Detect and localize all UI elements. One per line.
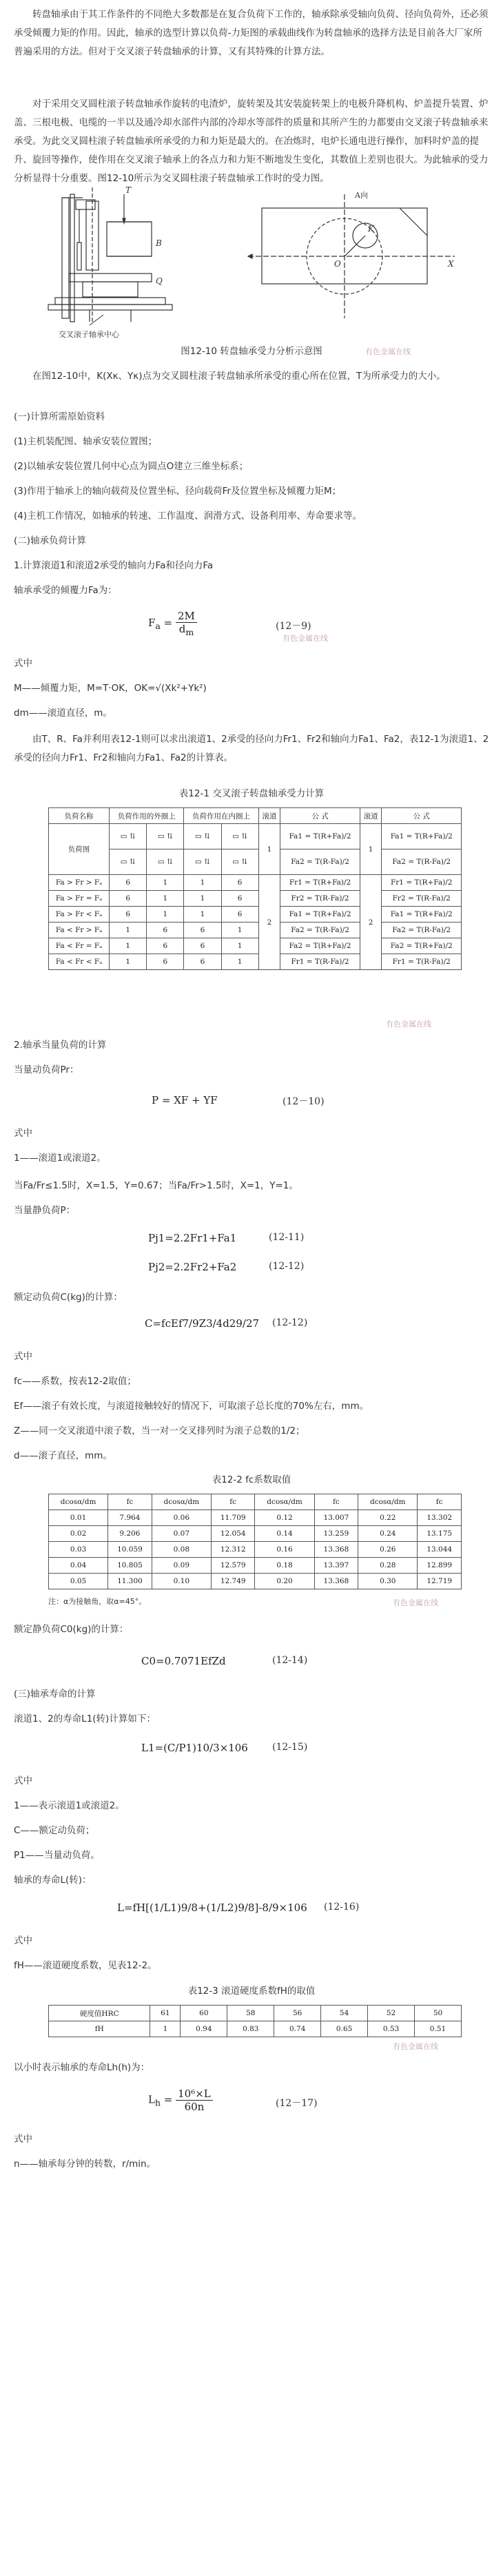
letter-o: O — [334, 259, 341, 269]
table-row — [49, 1558, 462, 1574]
rated-dynamic-label: 额定动负荷C(kg)的计算： — [14, 1292, 123, 1303]
t2-r1-c6: 0.24 — [358, 1526, 418, 1542]
d-definition: d——滚子直径，mm。 — [14, 1450, 112, 1461]
letter-q: Q — [156, 276, 163, 286]
t2-r1-c4: 0.14 — [255, 1526, 314, 1542]
t3-v-5: 0.53 — [368, 2021, 415, 2037]
calc-1-title: 1.计算滚道1和滚道2承受的轴向力Fa和径向力Fa — [14, 560, 214, 571]
t2-r0-c4: 0.12 — [255, 1510, 314, 1526]
t1-r5-c3: 6 — [184, 954, 221, 970]
t2-r3-c2: 0.09 — [152, 1558, 211, 1574]
letter-a-direction: A向 — [355, 191, 368, 200]
t1-r0-c1: 6 — [110, 875, 147, 891]
bearing-center-label: 交叉滚子轴承中心 — [59, 330, 119, 339]
furnace-drawing — [48, 187, 172, 322]
table-12-1 — [48, 807, 462, 970]
list-item-4: (4)主机工作情况，如轴承的转速、工作温度、润滑方式、设备利用率、寿命要求等。 — [14, 511, 362, 522]
t3-first-col: fH — [49, 2021, 150, 2037]
shizhong-2: 式中 — [14, 1128, 32, 1139]
t2-h-2: dcosα/dm — [152, 1494, 211, 1510]
t2-r3-c7: 12.899 — [418, 1558, 462, 1574]
t1-fr-3: Fr2 = T(R-Fa)/2 — [382, 891, 462, 907]
t3-v-6: 0.51 — [415, 2021, 462, 2037]
eq-12-14-number: (12-14) — [272, 1655, 308, 1666]
list-item-3: (3)作用于轴承上的轴向载荷及位置坐标、径向载荷Fr及位置坐标及倾覆力矩M； — [14, 486, 342, 497]
t1-h-2: 负荷作用在内圈上 — [184, 808, 258, 824]
table-row — [49, 875, 462, 891]
t1-r3-label: Fa < Fr > Fₐ — [49, 923, 110, 938]
t1-r5-c1: 1 — [110, 954, 147, 970]
t2-h-6: dcosα/dm — [358, 1494, 418, 1510]
t2-r4-c6: 0.30 — [358, 1574, 418, 1589]
fh-definition: fH——滚道硬度系数，见表12-2。 — [14, 1960, 157, 1971]
t1-r1-c1: 6 — [110, 891, 147, 907]
list-item-1: (1)主机装配图、轴承安装位置图； — [14, 436, 158, 447]
t2-h-5: fc — [314, 1494, 358, 1510]
table-1-title: 表12-1 交叉滚子转盘轴承受力计算 — [178, 788, 325, 799]
eq-12-15-number: (12-15) — [272, 1742, 308, 1753]
t3-h-0: 硬度值HRC — [49, 2006, 150, 2021]
t2-r1-c5: 13.259 — [314, 1526, 358, 1542]
table-row — [49, 1510, 462, 1526]
eq-12-17-number: (12－17) — [276, 2098, 318, 2109]
t2-r3-c1: 10.805 — [108, 1558, 152, 1574]
equation-12-17: $L_h$ = $\frac{\text{10⁶×L}}{60n}$ — [148, 2088, 213, 2113]
loading-paragraph: 对于采用交叉圆柱滚子转盘轴承作旋转的电渣炉，旋转架及其安装旋转架上的电极升降机构、炉盖提升装置、炉盖、三根电极、电缆的一半以及通冷却水部件内部的冷却水等部件的质量和其所产生的力都要由交叉滚子转盘轴承来承受。为此交叉圆柱滚子转盘轴承所承受的力和力矩是最大的。在冶炼时，电炉长通电进行操作，加料时炉盖的提升、旋回等操作，使作用在交叉滚子轴承上的各点力和力矩不断地发生变化，其数值上差别也很大。为此轴承的受力分析显得十分重要。图12-10所示为交叉圆柱滚子转盘轴承工作时的受力图。 — [14, 99, 489, 184]
t2-r3-c5: 13.397 — [314, 1558, 358, 1574]
t2-r0-c2: 0.06 — [152, 1510, 211, 1526]
t1-fl-2: Fr1 = T(R+Fa)/2 — [280, 875, 360, 891]
t2-r4-c7: 12.719 — [418, 1574, 462, 1589]
watermark-eq: 有色金属在线 — [283, 634, 328, 643]
c-definition: C——额定动负荷； — [14, 1825, 95, 1836]
eq-12-17-den: 60n — [184, 2101, 205, 2113]
t3-v-3: 0.74 — [274, 2021, 321, 2037]
t2-r4-c3: 12.749 — [211, 1574, 255, 1589]
t3-h-3: 58 — [227, 2006, 274, 2021]
t3-v-0: 1 — [150, 2021, 181, 2037]
n-definition: n——轴承每分钟的转数，r/min。 — [14, 2158, 156, 2170]
shizhong-6: 式中 — [14, 2134, 32, 2145]
t1-r5-c2: 6 — [147, 954, 184, 970]
t2-h-7: fc — [418, 1494, 462, 1510]
label-leader — [90, 315, 103, 325]
t1-group-4: 2 — [360, 875, 382, 970]
t2-r0-c3: 11.709 — [211, 1510, 255, 1526]
table-row — [49, 954, 462, 970]
shizhong-1: 式中 — [14, 658, 32, 669]
shizhong-5: 式中 — [14, 1935, 32, 1946]
t1-fr-6: Fa2 = T(R+Fa)/2 — [382, 938, 462, 954]
t1-h-1: 负荷作用的外圈上 — [110, 808, 184, 824]
t1-h-5: 滚道 — [360, 808, 382, 824]
t1-row-label: 负荷图 — [49, 824, 110, 875]
t1-fr-1: Fa2 = T(R-Fa)/2 — [382, 849, 462, 875]
t1-fl-3: Fr2 = T(R-Fa)/2 — [280, 891, 360, 907]
t1-r3-c2: 6 — [147, 923, 184, 938]
t1-r4-c2: 6 — [147, 938, 184, 954]
m-definition: M——倾覆力矩，M=T·OK，OK=√(Xk²+Yk²) — [14, 683, 207, 694]
figure-caption: 图12-10 转盘轴承受力分析示意图 — [181, 346, 322, 357]
t3-h-2: 60 — [181, 2006, 227, 2021]
t1-fr-0: Fa1 = T(R+Fa)/2 — [382, 824, 462, 849]
t1-r0-c2: 1 — [147, 875, 184, 891]
p-definition: P1——当量动负荷。 — [14, 1850, 100, 1861]
t1-r0-c3: 1 — [184, 875, 221, 891]
t1-r1-c2: 1 — [147, 891, 184, 907]
t1-r3-c4: 1 — [221, 923, 258, 938]
t2-r4-c2: 0.10 — [152, 1574, 211, 1589]
t1-group-1: 1 — [258, 824, 280, 875]
t2-r2-c4: 0.16 — [255, 1542, 314, 1558]
section-1-title: (一)计算所需原始资料 — [14, 411, 105, 422]
eq-12-12b-number: (12-12) — [272, 1317, 308, 1328]
equation-12-16: L=fH[(1/L1)9/8+(1/L2)9/8]-8/9×106 — [117, 1902, 307, 1914]
t1-r2-c4: 6 — [221, 907, 258, 923]
watermark-table-3: 有色金属在线 — [393, 2042, 438, 2051]
table-row — [49, 938, 462, 954]
equation-12-12b: C=fcEf7/9Z3/4d29/27 — [145, 1317, 260, 1330]
t2-h-3: fc — [211, 1494, 255, 1510]
t1-r2-c2: 1 — [147, 907, 184, 923]
t2-h-4: dcosα/dm — [255, 1494, 314, 1510]
t1-fr-2: Fr1 = T(R+Fa)/2 — [382, 875, 462, 891]
load-diagram-6: ▭ ⇅ — [147, 849, 184, 875]
t2-r3-c4: 0.18 — [255, 1558, 314, 1574]
xy-condition: 当Fa/Fr≤1.5时，X=1.5，Y=0.67；当Fa/Fr>1.5时，X=1，Y=1。 — [14, 1180, 298, 1191]
table-row — [49, 923, 462, 938]
t2-r1-c0: 0.02 — [49, 1526, 108, 1542]
intro-paragraph: 转盘轴承由于其工作条件的不同绝大多数都是在复合负荷下工作的，轴承除承受轴向负荷、径向负荷外，还必须承受倾覆力矩的作用。因此，轴承的选型计算以负荷-力矩图的承载曲线作为转盘轴承的选择方法是目前各大厂家所普遍采用的方法。但对于交叉滚子转盘轴承的计算，又有其特殊的计算方法。 — [14, 9, 489, 57]
table-row — [49, 2021, 462, 2037]
table-row — [49, 1574, 462, 1589]
t3-v-1: 0.94 — [181, 2021, 227, 2037]
t2-r2-c1: 10.059 — [108, 1542, 152, 1558]
letter-x: X — [448, 259, 454, 269]
shizhong-4: 式中 — [14, 1775, 32, 1786]
load-diagram-2: ▭ ⇅ — [147, 824, 184, 849]
equation-12-14: C0=0.7071EfZd — [141, 1655, 226, 1667]
equation-12-10: P = XF + YF — [152, 1094, 218, 1106]
t1-r3-c3: 6 — [184, 923, 221, 938]
t3-h-1: 61 — [150, 2006, 181, 2021]
t1-h-3: 滚道 — [258, 808, 280, 824]
load-diagram-8: ▭ ⇅ — [221, 849, 258, 875]
i-definition: 1——表示滚道1或滚道2。 — [14, 1800, 125, 1811]
raceway-definition: 1——滚道1或滚道2。 — [14, 1153, 106, 1164]
table-1-header-row — [49, 808, 462, 824]
t2-r4-c1: 11.300 — [108, 1574, 152, 1589]
shizhong-3: 式中 — [14, 1351, 32, 1362]
t2-r2-c0: 0.03 — [49, 1542, 108, 1558]
t1-r0-c4: 6 — [221, 875, 258, 891]
t2-r0-c6: 0.22 — [358, 1510, 418, 1526]
letter-b: B — [156, 238, 162, 248]
t1-r2-c1: 6 — [110, 907, 147, 923]
table-12-2 — [48, 1494, 462, 1589]
calc-1-sub: 轴承承受的倾覆力Fa为： — [14, 585, 117, 596]
force-diagram-svg — [41, 181, 469, 339]
t1-h-0: 负荷名称 — [49, 808, 110, 824]
eq-12-9-number: (12－9) — [276, 621, 311, 632]
t2-r1-c2: 0.07 — [152, 1526, 211, 1542]
equation-12-15: L1=(C/P1)10/3×106 — [141, 1742, 248, 1754]
t2-r4-c0: 0.05 — [49, 1574, 108, 1589]
calc-paragraph: 由T、R、Fa并利用表12-1则可以求出滚道1、2承受的径向力Fr1、Fr2和轴向力Fa1、Fa2，表12-1为滚道1、2承受的径向力Fr1、Fr2和轴向力Fa1、Fa2的计算表。 — [14, 734, 489, 763]
t3-h-4: 56 — [274, 2006, 321, 2021]
eq-12-9-lhs: F — [148, 617, 156, 629]
t2-r2-c5: 13.368 — [314, 1542, 358, 1558]
t2-h-0: dcosα/dm — [49, 1494, 108, 1510]
t2-r3-c0: 0.04 — [49, 1558, 108, 1574]
z-definition: Z——同一交叉滚道中滚子数，当一对一交叉排列时为滚子总数的1/2； — [14, 1425, 305, 1436]
t1-r2-c3: 1 — [184, 907, 221, 923]
fc-definition: fc——系数，按表12-2取值； — [14, 1376, 136, 1387]
table-3-header-row — [49, 2006, 462, 2021]
list-item-2: (2)以轴承安装位置几何中心点为圆点O建立三维坐标系； — [14, 461, 249, 472]
t1-group-3: 1 — [360, 824, 382, 875]
t2-h-1: fc — [108, 1494, 152, 1510]
dynamic-load-label: 当量动负荷Pr： — [14, 1064, 79, 1075]
table-row — [49, 1542, 462, 1558]
table-2-note: 注：α为接触角，取α=45°。 — [48, 1597, 147, 1606]
table-row — [49, 891, 462, 907]
t1-r4-c1: 1 — [110, 938, 147, 954]
calc-2-title: 2.轴承当量负荷的计算 — [14, 1040, 107, 1051]
ef-definition: Ef——滚子有效长度，与滚道接触较好的情况下，可取滚子总长度的70%左右，mm。 — [14, 1401, 369, 1412]
t3-h-5: 54 — [321, 2006, 368, 2021]
t2-r2-c6: 0.26 — [358, 1542, 418, 1558]
t1-r5-c4: 1 — [221, 954, 258, 970]
eq-12-17-num: 10⁶×L — [176, 2088, 213, 2101]
t1-fl-1: Fa2 = T(R-Fa)/2 — [280, 849, 360, 875]
t3-v-2: 0.83 — [227, 2021, 274, 2037]
t1-group-2: 2 — [258, 875, 280, 970]
watermark-figure: 有色金属在线 — [365, 347, 411, 356]
table-row — [49, 907, 462, 923]
t1-fl-6: Fa2 = T(R+Fa)/2 — [280, 938, 360, 954]
t3-h-6: 52 — [368, 2006, 415, 2021]
plan-view-drawing — [248, 194, 455, 318]
t2-r1-c3: 12.054 — [211, 1526, 255, 1542]
eq-12-9-num: 2M — [176, 610, 197, 623]
rated-static-label: 额定静负荷C0(kg)的计算： — [14, 1624, 129, 1635]
load-diagram-7: ▭ ⇅ — [184, 849, 221, 875]
watermark-table-1: 有色金属在线 — [386, 1020, 431, 1029]
eq-12-16-number: (12-16) — [324, 1902, 360, 1913]
t1-r4-label: Fa < Fr = Fₐ — [49, 938, 110, 954]
static-load-label: 当量静负荷P： — [14, 1205, 76, 1216]
t1-fr-4: Fa1 = T(R+Fa)/2 — [382, 907, 462, 923]
life-total-label: 轴承的寿命L(转)： — [14, 1875, 92, 1886]
watermark-table-2: 有色金属在线 — [393, 1598, 438, 1607]
hour-life-label: 以小时表示轴承的寿命Lh(h)为： — [14, 2062, 150, 2073]
table-row — [49, 1526, 462, 1542]
k-point-paragraph: 在图12-10中，K(Xκ、Yκ)点为交叉圆柱滚子转盘轴承所承受的重心所在位置，T为所承受力的大小。 — [32, 371, 446, 382]
t2-r4-c5: 13.368 — [314, 1574, 358, 1589]
t1-r4-c3: 6 — [184, 938, 221, 954]
table-2-header-row — [49, 1494, 462, 1510]
t2-r2-c2: 0.08 — [152, 1542, 211, 1558]
t2-r0-c7: 13.302 — [418, 1510, 462, 1526]
t1-fl-5: Fa2 = T(R-Fa)/2 — [280, 923, 360, 938]
table-1-diagram-row — [49, 824, 462, 849]
t2-r0-c5: 13.007 — [314, 1510, 358, 1526]
equation-12-9: $F_a$ = $\frac{2M}{d_m}$ — [148, 610, 197, 637]
t3-h-7: 50 — [415, 2006, 462, 2021]
t1-fl-4: Fa1 = T(R+Fa)/2 — [280, 907, 360, 923]
t2-r3-c3: 12.579 — [211, 1558, 255, 1574]
eq-12-11-number: (12-11) — [269, 1232, 305, 1243]
load-diagram-1: ▭ ⇅ — [110, 824, 147, 849]
t1-fr-7: Fr1 = T(R-Fa)/2 — [382, 954, 462, 970]
t2-r0-c0: 0.01 — [49, 1510, 108, 1526]
eq-12-12a-number: (12-12) — [269, 1261, 305, 1272]
t2-r4-c4: 0.20 — [255, 1574, 314, 1589]
t1-h-6: 公 式 — [382, 808, 462, 824]
t1-fr-5: Fa2 = T(R-Fa)/2 — [382, 923, 462, 938]
figure-12-10 — [41, 181, 469, 339]
dm-definition: dm——滚道直径，m。 — [14, 708, 112, 719]
load-diagram-5: ▭ ⇅ — [110, 849, 147, 875]
t2-r2-c3: 12.312 — [211, 1542, 255, 1558]
table-12-3 — [48, 2005, 462, 2037]
t1-r2-label: Fa > Fr < Fₐ — [49, 907, 110, 923]
eq-12-10-number: (12－10) — [283, 1096, 325, 1107]
eq-12-17-lhs: L — [148, 2093, 155, 2106]
t2-r0-c1: 7.964 — [108, 1510, 152, 1526]
letter-t: T — [125, 185, 132, 195]
section-2-title: (二)轴承负荷计算 — [14, 535, 87, 546]
load-diagram-4: ▭ ⇅ — [221, 824, 258, 849]
t1-r1-c3: 1 — [184, 891, 221, 907]
t2-r1-c1: 9.206 — [108, 1526, 152, 1542]
t2-r3-c6: 0.28 — [358, 1558, 418, 1574]
t1-r5-label: Fa < Fr < Fₐ — [49, 954, 110, 970]
table-3-title: 表12-3 滚道硬度系数fH的取值 — [187, 1986, 316, 1997]
t1-r0-label: Fa > Fr > Fₐ — [49, 875, 110, 891]
t1-r3-c1: 1 — [110, 923, 147, 938]
t1-r1-c4: 6 — [221, 891, 258, 907]
load-diagram-3: ▭ ⇅ — [184, 824, 221, 849]
life-intro: 滚道1、2的寿命L1(转)计算如下： — [14, 1713, 156, 1724]
t1-fl-7: Fr1 = T(R-Fa)/2 — [280, 954, 360, 970]
t1-r4-c4: 1 — [221, 938, 258, 954]
t3-v-4: 0.65 — [321, 2021, 368, 2037]
t2-r2-c7: 13.044 — [418, 1542, 462, 1558]
section-3-title: (三)轴承寿命的计算 — [14, 1689, 96, 1700]
t1-r1-label: Fa > Fr = Fₐ — [49, 891, 110, 907]
table-2-title: 表12-2 fc系数取值 — [212, 1474, 291, 1485]
t1-h-4: 公 式 — [280, 808, 360, 824]
equation-12-12a: Pj2=2.2Fr2+Fa2 — [148, 1261, 237, 1273]
t2-r1-c7: 13.175 — [418, 1526, 462, 1542]
t1-fl-0: Fa1 = T(R+Fa)/2 — [280, 824, 360, 849]
letter-k: K — [368, 224, 374, 234]
equation-12-11: Pj1=2.2Fr1+Fa1 — [148, 1232, 237, 1244]
eq-12-9-den: d — [178, 623, 186, 635]
